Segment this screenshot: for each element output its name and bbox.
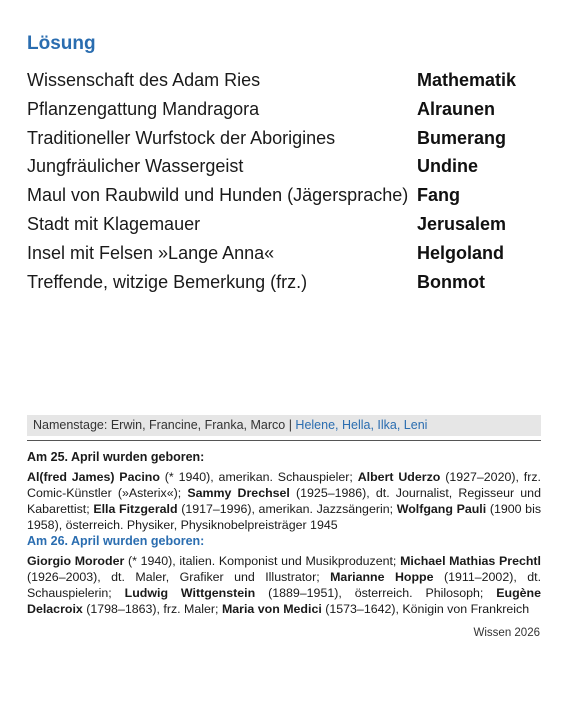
birthdays-25-heading: Am 25. April wurden geboren: <box>27 450 205 464</box>
person-info: (1798–1863), frz. Maler; <box>86 602 219 616</box>
answer-text: Bonmot <box>417 271 485 292</box>
birthdays-26-text <box>27 553 541 617</box>
name-days-day2: Helene, Hella, Ilka, Leni <box>295 418 428 432</box>
clue-text: Maul von Raubwild und Hunden (Jägersprache) <box>27 185 409 206</box>
name-days-label: Namenstage: <box>33 418 108 432</box>
footer-brand: Wissen 2026 <box>473 627 540 639</box>
person-name: Ella Fitzgerald <box>93 502 178 516</box>
person-info: (1925–1986), dt. Journalist, Regisseur und Kabarettist; <box>27 486 541 516</box>
answer-row <box>27 66 547 95</box>
clue-text: Stadt mit Klagemauer <box>27 213 201 234</box>
person-info: (* 1940), amerikan. Schauspieler; <box>164 470 353 484</box>
clue-text: Jungfräulicher Wassergeist <box>27 156 244 177</box>
name-days-day1: Erwin, Francine, Franka, Marco <box>110 418 286 432</box>
birthdays-26-section <box>27 533 541 617</box>
answer-row <box>27 181 547 210</box>
clue-text: Traditioneller Wurfstock der Aborigines <box>27 127 336 148</box>
person-info: (1911–2002), dt. Schauspielerin; <box>27 570 542 600</box>
clue-text: Wissenschaft des Adam Ries <box>27 70 261 90</box>
clue-text: Insel mit Felsen »Lange Anna« <box>27 242 275 263</box>
person-info: (1889–1951), österreich. Philosoph; <box>268 586 484 600</box>
birthdays-26-heading: Am 26. April wurden geboren: <box>27 534 205 548</box>
person-name: Albert Uderzo <box>357 470 441 484</box>
person-name: Wolfgang Pauli <box>396 502 487 516</box>
answer-text: Helgoland <box>417 242 505 263</box>
person-name: Maria von Medici <box>221 602 322 616</box>
birthdays-25-text <box>27 469 541 533</box>
answer-text: Alraunen <box>417 98 496 119</box>
answer-text: Mathematik <box>417 70 517 90</box>
person-info: (1900 bis 1958), österreich. Physiker, Physiknobelpreisträger 1945 <box>27 502 542 532</box>
person-name: Al(fred James) Pacino <box>27 470 160 484</box>
answer-text: Bumerang <box>417 127 507 148</box>
person-name: Eugène Delacroix <box>27 586 542 616</box>
solution-title: Lösung <box>27 33 96 54</box>
person-name: Marianne Hoppe <box>330 570 434 584</box>
name-days-separator: | <box>288 418 292 432</box>
answer-text: Jerusalem <box>417 213 507 234</box>
answer-row <box>27 268 547 297</box>
answer-row <box>27 95 547 124</box>
person-info: (* 1940), italien. Komponist und Musikproduzent; <box>127 554 397 568</box>
answer-list <box>27 66 547 296</box>
answer-row <box>27 124 547 153</box>
clue-text: Pflanzengattung Mandragora <box>27 98 260 119</box>
answer-row <box>27 239 547 268</box>
name-days-strip <box>27 415 541 436</box>
clue-text: Treffende, witzige Bemerkung (frz.) <box>27 271 308 292</box>
answer-row <box>27 210 547 239</box>
person-info: (1917–1996), amerikan. Jazzsängerin; <box>181 502 394 516</box>
answer-row <box>27 152 547 181</box>
person-name: Sammy Drechsel <box>187 486 290 500</box>
person-info: (1926–2003), dt. Maler, Grafiker und Illustrator; <box>27 570 320 584</box>
divider <box>27 440 541 441</box>
person-name: Ludwig Wittgenstein <box>124 586 256 600</box>
answer-text: Undine <box>417 156 478 177</box>
person-name: Giorgio Moroder <box>27 554 125 568</box>
person-info: (1573–1642), Königin von Frankreich <box>325 602 530 616</box>
birthdays-25-section <box>27 449 541 533</box>
person-name: Michael Mathias Prechtl <box>400 554 541 568</box>
person-info: (1927–2020), frz. Comic-Künstler (»Asterix«); <box>27 470 541 500</box>
answer-text: Fang <box>417 185 460 206</box>
